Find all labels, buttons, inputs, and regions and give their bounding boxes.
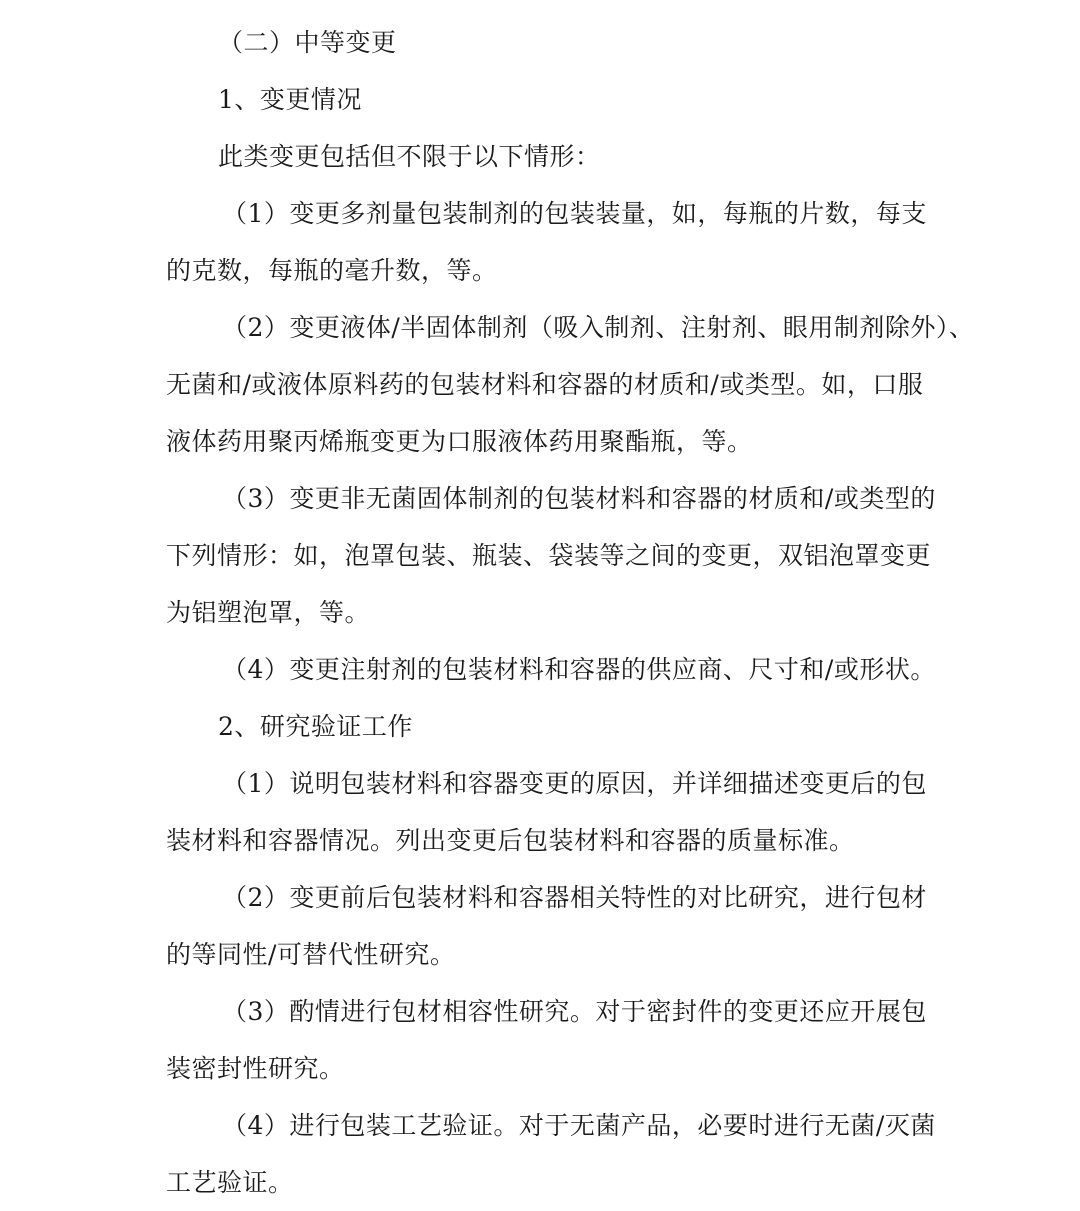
item-2-line-3: 液体药用聚丙烯瓶变更为口服液体药用聚酯瓶，等。 [166,427,753,456]
research-3-line-1: （3）酌情进行包材相容性研究。对于密封件的变更还应开展包 [222,997,927,1026]
research-4-line-1: （4）进行包装工艺验证。对于无菌产品，必要时进行无菌/灭菌 [222,1111,936,1140]
item-1-line-1: （1）变更多剂量包装制剂的包装装量，如，每瓶的片数，每支 [222,199,927,228]
research-2-line-1: （2）变更前后包装材料和容器相关特性的对比研究，进行包材 [222,883,927,912]
subsection-heading-situation: 1、变更情况 [218,85,362,114]
item-1-line-2: 的克数，每瓶的毫升数，等。 [166,256,498,285]
subsection-heading-research: 2、研究验证工作 [218,712,413,741]
research-4-line-2: 工艺验证。 [166,1168,294,1197]
item-3-line-1: （3）变更非无菌固体制剂的包装材料和容器的材质和/或类型的 [222,484,936,513]
item-4-line-1: （4）变更注射剂的包装材料和容器的供应商、尺寸和/或形状。 [222,655,936,684]
item-2-line-2: 无菌和/或液体原料药的包装材料和容器的材质和/或类型。如，口服 [166,370,924,399]
item-3-line-3: 为铝塑泡罩，等。 [166,598,371,627]
research-2-line-2: 的等同性/可替代性研究。 [166,940,456,969]
item-3-line-2: 下列情形：如，泡罩包装、瓶装、袋装等之间的变更，双铝泡罩变更 [166,541,932,570]
section-heading: （二）中等变更 [218,28,397,57]
intro-paragraph: 此类变更包括但不限于以下情形： [218,142,601,171]
research-3-line-2: 装密封性研究。 [166,1054,345,1083]
document-page [166,14,975,1211]
item-2-line-1: （2）变更液体/半固体制剂（吸入制剂、注射剂、眼用制剂除外）、 [222,313,975,342]
research-1-line-2: 装材料和容器情况。列出变更后包装材料和容器的质量标准。 [166,826,855,855]
research-1-line-1: （1）说明包装材料和容器变更的原因，并详细描述变更后的包 [222,769,927,798]
